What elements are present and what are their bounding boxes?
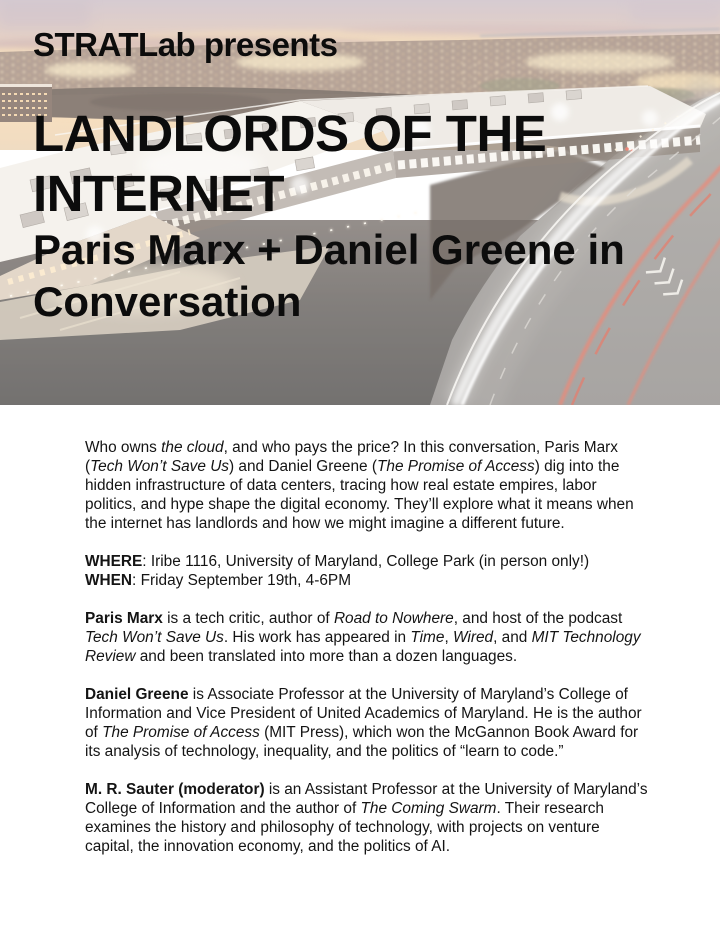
- event-title-line-1: LANDLORDS OF THE: [33, 105, 547, 162]
- text-run: The Promise of Access: [102, 724, 260, 741]
- text-run: is Associate Professor at the University of Maryland’s College of Information and Vice President of United Academics of Maryland. He is the author of: [85, 686, 642, 741]
- text-run: (MIT Press), which won the McGannon Book Award for its analysis of technology, inequality, and the politics of “learn to code.”: [85, 724, 639, 760]
- text-run: , and: [493, 629, 532, 646]
- text-run: The Promise of Access: [377, 458, 535, 475]
- event-speakers: [33, 224, 702, 328]
- hero-section: [0, 0, 720, 405]
- body-copy: [85, 405, 651, 856]
- hero-text-overlay: [0, 0, 720, 405]
- text-run: ) dig into the hidden infrastructure of data centers, tracing how real estate empires, labor politics, and hype shape the digital economy. They’ll explore what it means when the internet has landlords and how we might imagine a different future.: [85, 458, 634, 532]
- text-run: WHEN: [85, 572, 133, 589]
- text-run: : Friday September 19th, 4-6PM: [132, 572, 352, 589]
- text-run: Tech Won’t Save Us: [90, 458, 230, 475]
- event-title-line-2: INTERNET: [33, 165, 284, 222]
- text-run: Daniel Greene: [85, 686, 189, 703]
- text-run: ,: [444, 629, 454, 646]
- text-run: The Coming Swarm: [360, 800, 497, 817]
- event-speakers-line-1: Paris Marx + Daniel Greene in: [33, 226, 625, 273]
- body-paragraph: [85, 609, 651, 666]
- text-run: M. R. Sauter (moderator): [85, 781, 265, 798]
- text-run: : Iribe 1116, University of Maryland, College Park (in person only!): [142, 553, 590, 570]
- text-run: WHERE: [85, 553, 143, 570]
- body-paragraph: [85, 438, 651, 533]
- text-run: Paris Marx: [85, 610, 163, 627]
- text-run: Time: [410, 629, 445, 646]
- presenter-line: STRATLab presents: [33, 26, 338, 63]
- text-run: is an Assistant Professor at the University of Maryland’s College of Information and the author of: [85, 781, 648, 817]
- text-run: Road to Nowhere: [333, 610, 454, 627]
- text-run: . Their research examines the history and philosophy of technology, with projects on venture capital, the innovation economy, and the politics of AI.: [85, 800, 604, 855]
- text-run: , and who pays the price? In this conversation, Paris Marx (: [85, 439, 618, 475]
- text-run: Wired: [453, 629, 494, 646]
- text-run: is a tech critic, author of: [162, 610, 334, 627]
- event-speakers-line-2: Conversation: [33, 278, 302, 325]
- body-paragraph: [85, 780, 651, 856]
- text-run: MIT Technology Review: [85, 629, 641, 665]
- text-run: Tech Won’t Save Us: [85, 629, 224, 646]
- text-run: ) and Daniel Greene (: [229, 458, 378, 475]
- text-run: . His work has appeared in: [223, 629, 411, 646]
- text-run: and been translated into more than a dozen languages.: [135, 648, 518, 665]
- body-paragraph: [85, 685, 651, 761]
- text-run: the cloud: [161, 439, 224, 456]
- body-paragraph: [85, 552, 651, 590]
- text-run: Who owns: [85, 439, 162, 456]
- text-run: , and host of the podcast: [453, 610, 623, 627]
- event-title: [33, 104, 702, 224]
